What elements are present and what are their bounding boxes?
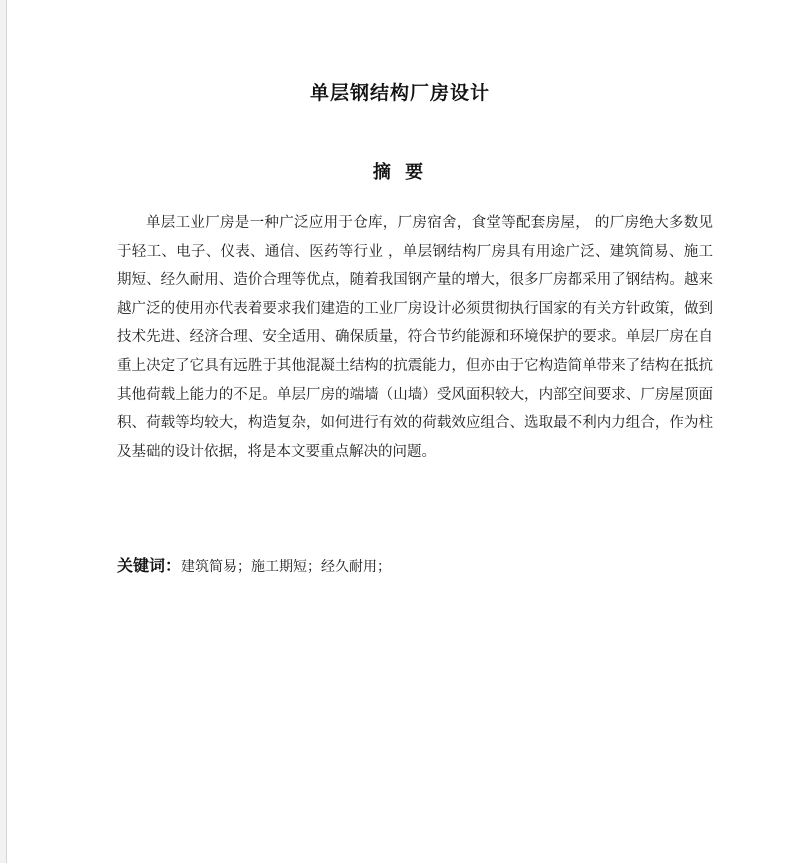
keywords-text: 建筑简易；施工期短；经久耐用；	[181, 559, 392, 575]
keywords-line	[117, 553, 713, 576]
keywords-label: 关键词：	[117, 556, 182, 575]
document-title: 单层钢结构厂房设计	[309, 82, 490, 104]
abstract-heading: 摘 要	[372, 162, 428, 183]
document-page	[6, 0, 793, 863]
abstract-paragraph: 单层工业厂房是一种广泛应用于仓库，厂房宿舍，食堂等配套房屋， 的厂房绝大多数见于轻工、电子、仪表、通信、医药等行业 ，单层钢结构厂房具有用途广泛、建筑简易、施工期短、经久耐用、造价合理等优点，随着我国钢产量的增大，很多厂房都采用了钢结构。越来越广泛的使用亦代表着要求我们建造的工业厂房设计必须贯彻执行国家的有关方针政策，做到技术先进、经济合理、安全适用、确保质量，符合节约能源和环境保护的要求。单层厂房在自重上决定了它具有远胜于其他混凝土结构的抗震能力，但亦由于它构造简单带来了结构在抵抗其他荷载上能力的不足。单层厂房的端墙（山墙）受风面积较大，内部空间要求、厂房屋顶面积、荷载等均较大，构造复杂，如何进行有效的荷载效应组合、选取最不利内力组合，作为柱及基础的设计依据，将是本文要重点解决的问题。	[117, 215, 713, 460]
